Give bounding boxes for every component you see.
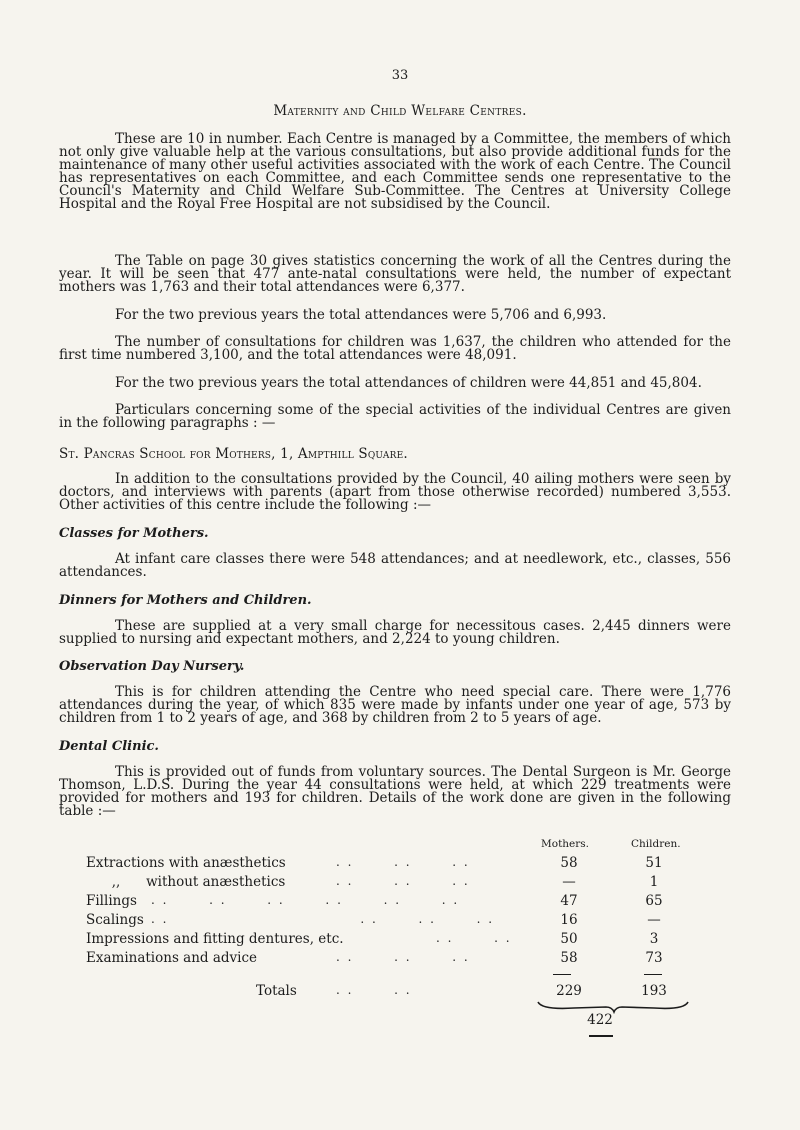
row-label: ,, without anæsthetics [86, 874, 286, 890]
col-header-mothers: Mothers. [541, 838, 590, 850]
totals-mothers: 229 [556, 983, 582, 999]
dental-paragraph: This is provided out of funds from voluntary sources. The Dental Surgeon is Mr. George Thomson, L.D.S. During the year 44 consultations were held, at which 229 treatments were provided for mothers and 193 for children. Details of the work done are given in the following table :— [59, 764, 731, 819]
totals-row [86, 983, 726, 998]
classes-paragraph: At infant care classes there were 548 attendances; and at needlework, etc., classes, 556 attendances. [59, 551, 731, 580]
mothers-value: 50 [560, 931, 578, 947]
row-label: Examinations and advice [86, 950, 258, 966]
children-value: 65 [645, 893, 663, 909]
totals-children: 193 [641, 983, 667, 999]
row-label: Scalings [86, 912, 144, 928]
children-value: 1 [649, 874, 659, 890]
row-label: Impressions and fitting dentures, etc. [86, 931, 344, 947]
children-value: 51 [645, 855, 663, 871]
children-value: 73 [645, 950, 663, 966]
totals-label: Totals [256, 983, 297, 999]
nursery-paragraph: This is for children attending the Centre who need special care. There were 1,776 attendances during the year, of which 835 were made by infants under one year of age, 573 by children from 1 to 2 years of age, and 368 by children from 2 to 5 years of age. [59, 684, 731, 726]
leader-dots: . . . . . . [336, 950, 470, 964]
leader-dots: . . . . . . . . . . . . [151, 893, 460, 907]
dental-heading: Dental Clinic. [59, 739, 159, 754]
school-heading: St. Pancras School for Mothers, 1, Ampthill Square. [59, 446, 408, 462]
dinners-paragraph: These are supplied at a very small charge for necessitous cases. 2,445 dinners were supplied to nursing and expectant mothers, and 2,224 to young children. [59, 618, 731, 647]
children-value: 3 [649, 931, 659, 947]
col-header-children: Children. [631, 838, 681, 850]
table-row [86, 931, 726, 946]
table-row [86, 874, 726, 889]
row-label: Extractions with anæsthetics [86, 855, 286, 871]
page-number: 33 [391, 68, 409, 83]
leader-dots: . . . . . . . . [151, 912, 495, 926]
intro-paragraph-1: These are 10 in number. Each Centre is managed by a Committee, the members of which not only give valuable help at the various consultations, but also provide additional funds for the maintenance of many other useful activities associated with the work of each Centre. The Council has representatives on each Committee, and each Committee sends one representative to the Council's Maternity and Child Welfare Sub-Committee. The Centres at University College Hospital and the Royal Free Hospital are not subsidised by the Council. [59, 131, 731, 212]
intro-paragraph-5: For the two previous years the total attendances of children were 44,851 and 45,804. [115, 375, 702, 391]
nursery-heading: Observation Day Nursery. [59, 659, 245, 674]
intro-paragraph-2: The Table on page 30 gives statistics concerning the work of all the Centres during the year. It will be seen that 477 ante-natal consultations were held, the number of expectant mothers was 1,763 and their total attendances were 6,377. [59, 253, 731, 295]
leader-dots: . . . . . . [336, 855, 470, 869]
mothers-value: 58 [560, 855, 578, 871]
children-value: — [647, 912, 661, 928]
grand-total-rule [589, 1035, 613, 1037]
children-sum-rule [644, 974, 662, 975]
mothers-value: 47 [560, 893, 578, 909]
mothers-value: 16 [560, 912, 578, 928]
dinners-heading: Dinners for Mothers and Children. [59, 593, 312, 608]
leader-dots: . . . . [336, 983, 412, 997]
school-paragraph: In addition to the consultations provided by the Council, 40 ailing mothers were seen by doctors, and interviews with parents (apart from those otherwise recorded) numbered 3,553. Other activities of this centre include the following :— [59, 471, 731, 513]
table-row [86, 893, 726, 908]
classes-heading: Classes for Mothers. [59, 526, 209, 541]
mothers-sum-rule [553, 974, 571, 975]
table-row [86, 950, 726, 965]
leader-dots: . . . . . . [336, 874, 470, 888]
table-row [86, 912, 726, 927]
section-title: Maternity and Child Welfare Centres. [273, 103, 527, 119]
intro-paragraph-3: For the two previous years the total attendances were 5,706 and 6,993. [115, 307, 607, 323]
mothers-value: 58 [560, 950, 578, 966]
mothers-value: — [562, 874, 576, 890]
table-row [86, 855, 726, 870]
grand-total: 422 [587, 1012, 613, 1028]
intro-paragraph-6: Particulars concerning some of the special activities of the individual Centres are given in the following paragraphs : — [59, 402, 731, 431]
intro-paragraph-4: The number of consultations for children was 1,637, the children who attended for the first time numbered 3,100, and the total attendances were 48,091. [59, 334, 731, 363]
row-label: Fillings [86, 893, 137, 909]
leader-dots: . . . . [436, 931, 512, 945]
